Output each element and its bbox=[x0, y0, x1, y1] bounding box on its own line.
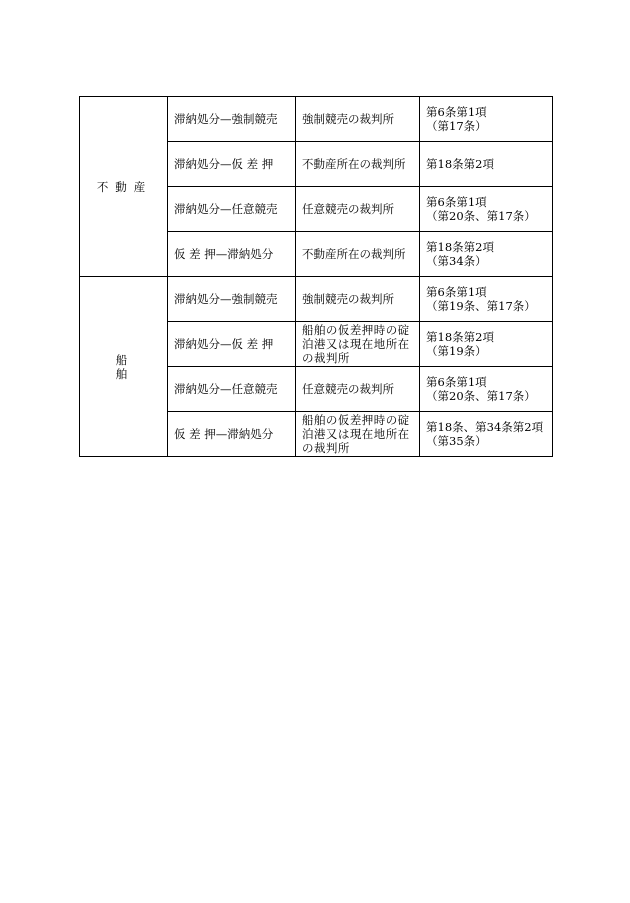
court-cell: 任意競売の裁判所 bbox=[296, 367, 420, 412]
court-cell: 強制競売の裁判所 bbox=[296, 277, 420, 322]
court-cell: 不動産所在の裁判所 bbox=[296, 142, 420, 187]
article-cell: 第6条第1項 （第17条） bbox=[420, 97, 553, 142]
court-cell: 任意競売の裁判所 bbox=[296, 187, 420, 232]
court-cell: 船舶の仮差押時の碇 泊港又は現在地所在 の裁判所 bbox=[296, 412, 420, 457]
table-row bbox=[80, 277, 553, 322]
article-cell: 第18条第2項 bbox=[420, 142, 553, 187]
case-type-cell: 滞納処分—仮 差 押 bbox=[168, 322, 296, 367]
article-cell: 第18条第2項 （第34条） bbox=[420, 232, 553, 277]
group-label-ship: 船舶 bbox=[80, 277, 168, 457]
article-cell: 第18条、第34条第2項 （第35条） bbox=[420, 412, 553, 457]
case-type-cell: 滞納処分—強制競売 bbox=[168, 97, 296, 142]
article-cell: 第6条第1項 （第19条、第17条） bbox=[420, 277, 553, 322]
case-type-cell: 仮 差 押—滞納処分 bbox=[168, 412, 296, 457]
article-cell: 第18条第2項 （第19条） bbox=[420, 322, 553, 367]
table-row bbox=[80, 97, 553, 142]
court-cell: 強制競売の裁判所 bbox=[296, 97, 420, 142]
case-type-cell: 仮 差 押—滞納処分 bbox=[168, 232, 296, 277]
case-type-cell: 滞納処分—強制競売 bbox=[168, 277, 296, 322]
article-cell: 第6条第1項 （第20条、第17条） bbox=[420, 367, 553, 412]
article-cell: 第6条第1項 （第20条、第17条） bbox=[420, 187, 553, 232]
case-type-cell: 滞納処分—任意競売 bbox=[168, 367, 296, 412]
group-label-real-estate: 不動産 bbox=[80, 97, 168, 277]
case-type-cell: 滞納処分—任意競売 bbox=[168, 187, 296, 232]
case-type-cell: 滞納処分—仮 差 押 bbox=[168, 142, 296, 187]
court-cell: 船舶の仮差押時の碇 泊港又は現在地所在 の裁判所 bbox=[296, 322, 420, 367]
court-cell: 不動産所在の裁判所 bbox=[296, 232, 420, 277]
jurisdiction-table bbox=[79, 96, 553, 457]
